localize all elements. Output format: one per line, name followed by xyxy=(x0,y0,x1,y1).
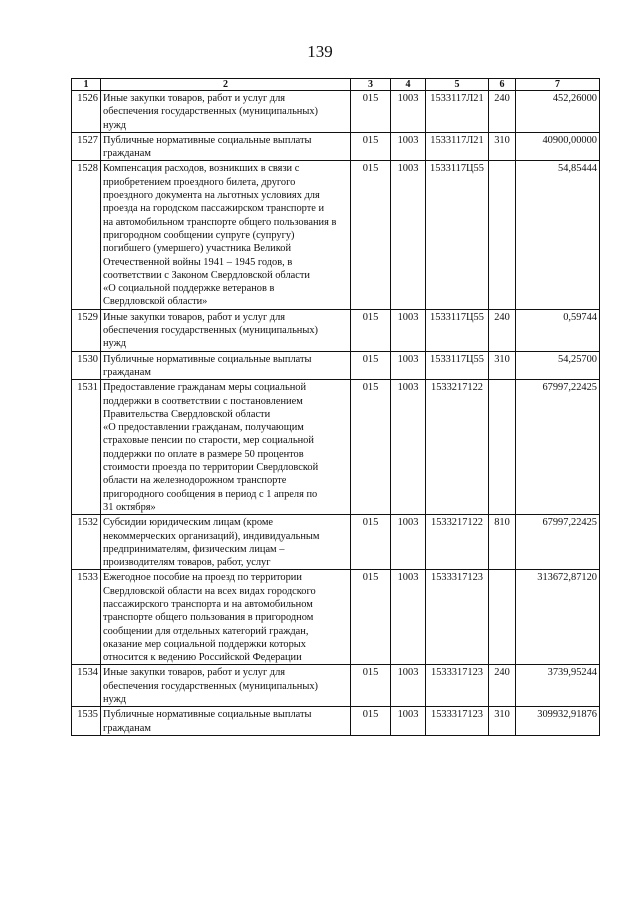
expense-name-cell xyxy=(101,161,351,309)
section-code-cell: 1003 xyxy=(391,91,426,133)
expense-name-line: обеспечения государственных (муниципальных) xyxy=(103,106,319,118)
expense-name-line: пригородного сообщения в период с 1 апреля по xyxy=(103,488,318,500)
expense-name-line: Иные закупки товаров, работ и услуг для xyxy=(103,311,286,323)
table-row xyxy=(72,132,600,161)
column-header-3: 3 xyxy=(351,79,391,91)
expense-name-line: Публичные нормативные социальные выплаты xyxy=(103,709,312,721)
amount-cell: 54,25700 xyxy=(516,351,600,380)
expense-name-line: некоммерческих организаций), индивидуальным xyxy=(103,530,320,542)
section-code-cell: 1003 xyxy=(391,161,426,309)
expense-name-line: обеспечения государственных (муниципальных) xyxy=(103,325,319,337)
amount-cell: 67997,22425 xyxy=(516,515,600,570)
expense-name-line: предпринимателям, физическим лицам – xyxy=(103,543,285,555)
expense-type-cell xyxy=(489,161,516,309)
expense-name-line: проезда на городском пассажирском транспорте и xyxy=(103,203,325,215)
amount-cell: 313672,87120 xyxy=(516,570,600,665)
expense-name-line: Компенсация расходов, возникших в связи с xyxy=(103,163,300,175)
expense-type-cell: 310 xyxy=(489,707,516,736)
table-row xyxy=(72,665,600,707)
row-number-cell: 1527 xyxy=(72,132,101,161)
section-code-cell: 1003 xyxy=(391,570,426,665)
row-number-cell: 1526 xyxy=(72,91,101,133)
target-article-cell: 1533317123 xyxy=(426,665,489,707)
expense-type-cell: 310 xyxy=(489,132,516,161)
amount-cell: 3739,95244 xyxy=(516,665,600,707)
row-number-cell: 1528 xyxy=(72,161,101,309)
section-code-cell: 1003 xyxy=(391,707,426,736)
expense-name-line: Публичные нормативные социальные выплаты xyxy=(103,134,312,146)
expense-name-line: проездного документа на льготных условиях для xyxy=(103,190,320,202)
expense-type-cell: 810 xyxy=(489,515,516,570)
expense-name-line: соответствии с Законом Свердловской области xyxy=(103,269,310,281)
column-header-5: 5 xyxy=(426,79,489,91)
expense-name-line: «О предоставлении гражданам, получающим xyxy=(103,422,304,434)
section-code-cell: 1003 xyxy=(391,132,426,161)
expense-name-line: страховые пенсии по старости, мер социальной xyxy=(103,435,314,447)
expense-name-line: сообщении для отдельных категорий граждан, xyxy=(103,625,309,637)
expense-name-line: Правительства Свердловской области xyxy=(103,408,271,420)
target-article-cell: 1533317123 xyxy=(426,707,489,736)
expense-type-cell: 240 xyxy=(489,665,516,707)
admin-code-cell: 015 xyxy=(351,570,391,665)
expense-name-line: Отечественной войны 1941 – 1945 годов, в xyxy=(103,256,293,268)
column-header-7: 7 xyxy=(516,79,600,91)
target-article-cell: 1533317123 xyxy=(426,570,489,665)
expense-name-line: погибшего (умершего) участника Великой xyxy=(103,243,292,255)
expense-type-cell xyxy=(489,380,516,515)
section-code-cell: 1003 xyxy=(391,515,426,570)
expense-name-line: транспорте общего пользования в пригородном xyxy=(103,612,314,624)
amount-cell: 40900,00000 xyxy=(516,132,600,161)
amount-cell: 452,26000 xyxy=(516,91,600,133)
expense-name-line: гражданам xyxy=(103,366,151,378)
target-article-cell: 1533217122 xyxy=(426,380,489,515)
table-row xyxy=(72,309,600,351)
row-number-cell: 1533 xyxy=(72,570,101,665)
expense-name-cell xyxy=(101,91,351,133)
expense-name-line: относится к ведению Российской Федерации xyxy=(103,652,302,664)
row-number-cell: 1535 xyxy=(72,707,101,736)
expense-name-line: оказание мер социальной поддержки которых xyxy=(103,638,306,650)
admin-code-cell: 015 xyxy=(351,91,391,133)
section-code-cell: 1003 xyxy=(391,665,426,707)
target-article-cell: 1533117Л21 xyxy=(426,91,489,133)
expense-name-line: Предоставление гражданам меры социальной xyxy=(103,382,307,394)
expense-name-line: области на железнодорожном транспорте xyxy=(103,475,287,487)
expense-name-line: 31 октября» xyxy=(103,501,156,513)
expense-name-line: «О социальной поддержке ветеранов в xyxy=(103,283,275,295)
expense-name-cell xyxy=(101,351,351,380)
expense-name-cell xyxy=(101,132,351,161)
table-row xyxy=(72,515,600,570)
expense-name-line: приобретением проездного билета, другого xyxy=(103,176,296,188)
target-article-cell: 1533117Ц55 xyxy=(426,351,489,380)
expense-name-cell xyxy=(101,309,351,351)
expense-name-line: Иные закупки товаров, работ и услуг для xyxy=(103,93,286,104)
expense-name-line: нужд xyxy=(103,694,127,706)
expense-name-line: Свердловской области на всех видах городского xyxy=(103,585,316,597)
row-number-cell: 1529 xyxy=(72,309,101,351)
admin-code-cell: 015 xyxy=(351,515,391,570)
amount-cell: 309932,91876 xyxy=(516,707,600,736)
expense-name-line: на автомобильном транспорте общего пользования в xyxy=(103,216,337,228)
table-header xyxy=(72,79,600,91)
table-row xyxy=(72,161,600,309)
row-number-cell: 1530 xyxy=(72,351,101,380)
expense-name-line: Публичные нормативные социальные выплаты xyxy=(103,353,312,365)
expense-name-cell xyxy=(101,515,351,570)
expense-name-cell xyxy=(101,665,351,707)
admin-code-cell: 015 xyxy=(351,132,391,161)
budget-table xyxy=(71,78,600,736)
table-body xyxy=(72,91,600,736)
column-header-2: 2 xyxy=(101,79,351,91)
expense-name-line: Иные закупки товаров, работ и услуг для xyxy=(103,667,286,679)
budget-table-container xyxy=(71,78,599,736)
admin-code-cell: 015 xyxy=(351,665,391,707)
expense-name-cell xyxy=(101,570,351,665)
table-row xyxy=(72,570,600,665)
expense-type-cell: 310 xyxy=(489,351,516,380)
column-header-4: 4 xyxy=(391,79,426,91)
header-row xyxy=(72,79,600,91)
expense-name-line: поддержки по оплате в размере 50 процентов xyxy=(103,448,304,460)
admin-code-cell: 015 xyxy=(351,161,391,309)
table-row xyxy=(72,380,600,515)
expense-name-line: Ежегодное пособие на проезд по территории xyxy=(103,572,302,584)
table-row xyxy=(72,707,600,736)
target-article-cell: 1533117Ц55 xyxy=(426,309,489,351)
row-number-cell: 1532 xyxy=(72,515,101,570)
row-number-cell: 1531 xyxy=(72,380,101,515)
target-article-cell: 1533117Л21 xyxy=(426,132,489,161)
expense-name-line: нужд xyxy=(103,338,127,350)
admin-code-cell: 015 xyxy=(351,380,391,515)
expense-name-line: нужд xyxy=(103,119,127,131)
target-article-cell: 1533217122 xyxy=(426,515,489,570)
expense-name-line: производителям товаров, работ, услуг xyxy=(103,557,271,569)
row-number-cell: 1534 xyxy=(72,665,101,707)
expense-type-cell xyxy=(489,570,516,665)
expense-name-line: гражданам xyxy=(103,148,151,160)
expense-name-line: Субсидии юридическим лицам (кроме xyxy=(103,517,274,529)
amount-cell: 0,59744 xyxy=(516,309,600,351)
expense-name-cell xyxy=(101,380,351,515)
expense-name-cell xyxy=(101,707,351,736)
admin-code-cell: 015 xyxy=(351,707,391,736)
expense-name-line: гражданам xyxy=(103,722,151,734)
admin-code-cell: 015 xyxy=(351,351,391,380)
expense-type-cell: 240 xyxy=(489,309,516,351)
expense-name-line: пассажирского транспорта и на автомобильном xyxy=(103,598,313,610)
expense-name-line: поддержки в соответствии с постановлением xyxy=(103,395,303,407)
table-row xyxy=(72,351,600,380)
table-row xyxy=(72,91,600,133)
expense-name-line: обеспечения государственных (муниципальных) xyxy=(103,680,319,692)
amount-cell: 67997,22425 xyxy=(516,380,600,515)
section-code-cell: 1003 xyxy=(391,309,426,351)
section-code-cell: 1003 xyxy=(391,351,426,380)
column-header-6: 6 xyxy=(489,79,516,91)
admin-code-cell: 015 xyxy=(351,309,391,351)
amount-cell: 54,85444 xyxy=(516,161,600,309)
column-header-1: 1 xyxy=(72,79,101,91)
page-number: 139 xyxy=(307,42,333,61)
expense-type-cell: 240 xyxy=(489,91,516,133)
expense-name-line: стоимости проезда по территории Свердловской xyxy=(103,462,319,474)
section-code-cell: 1003 xyxy=(391,380,426,515)
expense-name-line: пригородном сообщении супруге (супругу) xyxy=(103,229,295,241)
expense-name-line: Свердловской области» xyxy=(103,296,208,308)
target-article-cell: 1533117Ц55 xyxy=(426,161,489,309)
